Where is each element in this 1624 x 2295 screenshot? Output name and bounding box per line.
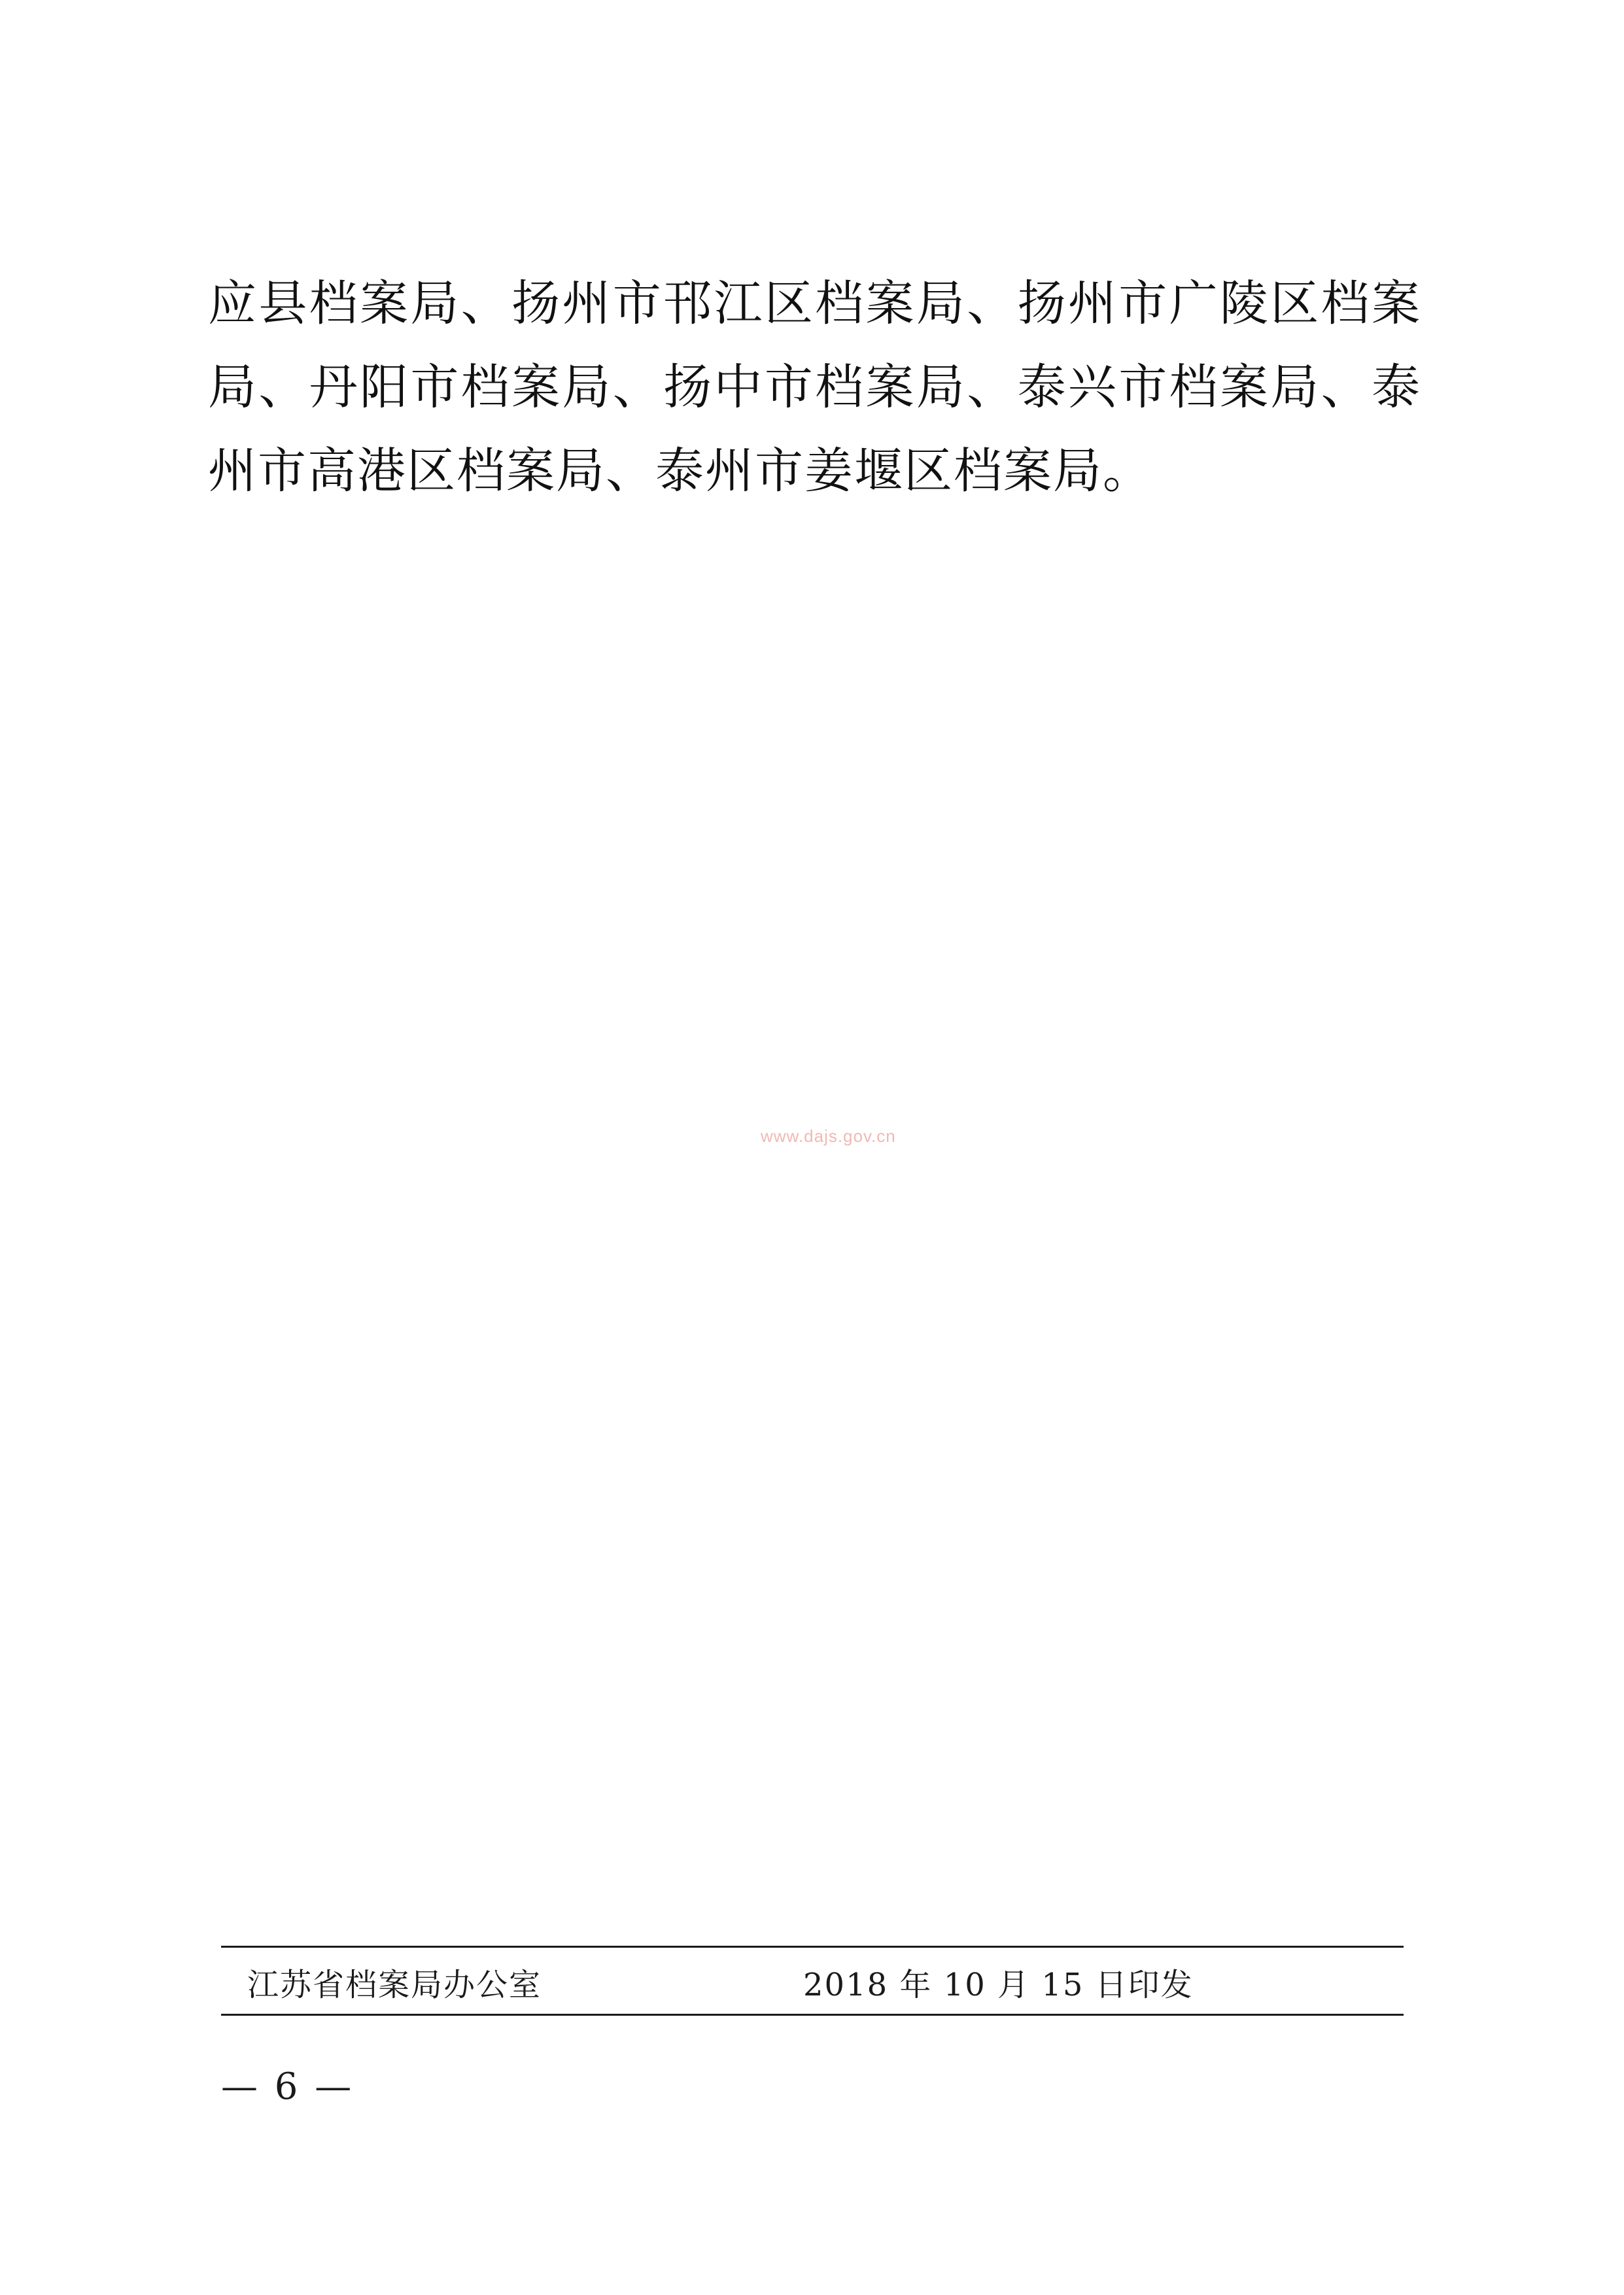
page-number: — 6 —	[221, 2065, 354, 2108]
footer-issuer: 江苏省档案局办公室	[247, 1967, 542, 2003]
site-watermark: www.dajs.gov.cn	[761, 1126, 896, 1146]
footer-row	[221, 1948, 1404, 2014]
body-paragraph: 应县档案局、扬州市邗江区档案局、扬州市广陵区档案局、丹阳市档案局、扬中市档案局、泰兴市档案局、泰州市高港区档案局、泰州市姜堰区档案局。	[208, 275, 1421, 499]
footer-print-date: 2018 年 10 月 15 日印发	[803, 1967, 1194, 2003]
footer-rule-bottom	[221, 2014, 1404, 2016]
footer-block	[221, 1946, 1404, 2016]
